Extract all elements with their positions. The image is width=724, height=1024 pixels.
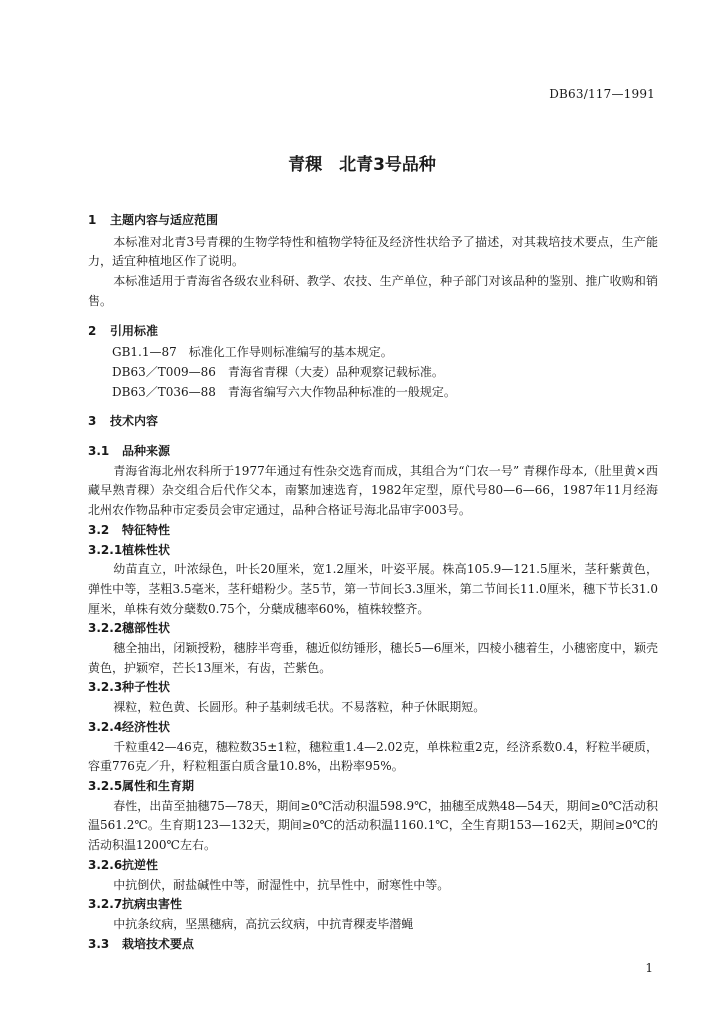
section-heading bbox=[88, 322, 658, 342]
subsection-number: 3.2.4 bbox=[88, 719, 123, 734]
paragraph: 裸粒，粒色黄、长圆形。种子基刺绒毛状。不易落粒，种子休眠期短。 bbox=[113, 700, 486, 715]
paragraph: 中抗条纹病，坚黑穗病，高抗云纹病，中抗青稞麦毕潜蝇 bbox=[113, 916, 414, 931]
document-title: 青稞 北青3号品种 bbox=[288, 155, 436, 175]
subsection-number: 3.2.2 bbox=[88, 621, 123, 636]
paragraph: 中抗倒伏，耐盐碱性中等，耐湿性中，抗旱性中，耐寒性中等。 bbox=[113, 877, 450, 892]
subsection-number: 3.2.5 bbox=[88, 778, 123, 793]
section-number: 1 bbox=[88, 213, 97, 227]
subsection-title: 种子性状 bbox=[122, 680, 171, 695]
subsection-title: 抗逆性 bbox=[122, 857, 159, 872]
subsection-title: 抗病虫害性 bbox=[122, 897, 183, 912]
section-title: 技术内容 bbox=[110, 414, 159, 429]
subsection-number: 3.2.7 bbox=[88, 897, 123, 912]
section-heading bbox=[88, 412, 658, 432]
document-body bbox=[88, 211, 658, 954]
section-heading bbox=[88, 211, 658, 231]
page-number: 1 bbox=[645, 961, 653, 975]
subsection-heading bbox=[88, 777, 658, 797]
subsection-title: 特征特性 bbox=[122, 522, 171, 537]
subsection-heading bbox=[88, 521, 658, 541]
subsection-number: 3.2.6 bbox=[88, 857, 123, 872]
section-number: 2 bbox=[88, 323, 97, 338]
subsection-heading bbox=[88, 935, 658, 955]
subsection-title: 穗部性状 bbox=[122, 621, 171, 636]
subsection-heading bbox=[88, 678, 658, 698]
subsection-number: 3.1 bbox=[88, 444, 110, 459]
paragraph: 千粒重42—46克，穗粒数35±1粒，穗粒重1.4—2.02克，单株粒重2克，经济系数0.4，籽粒半硬质，容重776克／升，籽粒粗蛋白质含量10.8%，出粉率95%。 bbox=[88, 739, 658, 774]
paragraph: 本标准对北青3号青稞的生物学特性和植物学特征及经济性状给予了描述，对其栽培技术要点，生产能力，适宜种植地区作了说明。 bbox=[88, 234, 658, 269]
reference-item: DB63／T009—86 青海省青稞（大麦）品种观察记载标准。 bbox=[112, 364, 444, 379]
section-title: 主题内容与适应范围 bbox=[110, 213, 219, 227]
paragraph: 本标准适用于青海省各级农业科研、教学、农技、生产单位，种子部门对该品种的鉴别、推广收购和销售。 bbox=[88, 274, 658, 308]
subsection-title: 栽培技术要点 bbox=[122, 936, 195, 951]
paragraph: 穗全抽出，闭颖授粉，穗脖半弯垂，穗近似纺锤形，穗长5—6厘米，四棱小穗着生，小穗密度中，颖壳黄色，护颖窄，芒长13厘米，有齿，芒紫色。 bbox=[88, 641, 658, 675]
subsection-number: 3.2.3 bbox=[88, 680, 123, 695]
subsection-number: 3.2.1 bbox=[88, 542, 123, 557]
section-number: 3 bbox=[88, 414, 97, 429]
paragraph: 青海省海北州农科所于1977年通过有性杂交选育而成，其组合为“门农一号” 青稞作母本,（肚里黄×西藏早熟青稞）杂交组合后代作父本，南繁加速选育，1982年定型，原代号80—6—66，1987年11月经海北州农作物品种市定委员会审定通过，品种合格证号海北品审字003号。 bbox=[88, 463, 658, 518]
subsection-heading bbox=[88, 895, 658, 915]
standard-code: DB63/117—1991 bbox=[549, 87, 655, 101]
paragraph: 幼苗直立，叶浓绿色，叶长20厘米，宽1.2厘米，叶姿平展。株高105.9—121.5厘米，茎秆紫黄色，弹性中等，茎粗3.5毫米，茎秆蜡粉少。茎5节，第一节间长3.3厘米，第二节间长11.0厘米，穗下节长31.0厘米，单株有效分蘖数0.75个，分蘖成穗率60%，植株较整齐。 bbox=[88, 562, 658, 616]
reference-item: GB1.1—87 标准化工作导则标准编写的基本规定。 bbox=[112, 345, 393, 360]
paragraph: 春性，出苗至抽穗75—78天，期间≥0℃活动积温598.9℃，抽穗至成熟48—54天，期间≥0℃活动积温561.2℃。生育期123—132天，期间≥0℃的活动积温1160.1℃，全生育期153—162天，期间≥0℃的活动积温1200℃左右。 bbox=[88, 798, 658, 853]
subsection-title: 经济性状 bbox=[122, 719, 171, 734]
subsection-title: 植株性状 bbox=[122, 542, 171, 557]
subsection-heading bbox=[88, 718, 658, 738]
subsection-heading bbox=[88, 619, 658, 639]
subsection-heading bbox=[88, 442, 658, 462]
subsection-number: 3.2 bbox=[88, 522, 110, 537]
subsection-heading bbox=[88, 541, 658, 561]
subsection-title: 品种来源 bbox=[122, 444, 171, 459]
subsection-number: 3.3 bbox=[88, 936, 110, 951]
subsection-title: 属性和生育期 bbox=[122, 778, 195, 793]
section-title: 引用标准 bbox=[110, 323, 159, 338]
subsection-heading bbox=[88, 856, 658, 876]
reference-item: DB63／T036—88 青海省编写六大作物品种标准的一般规定。 bbox=[112, 384, 456, 399]
